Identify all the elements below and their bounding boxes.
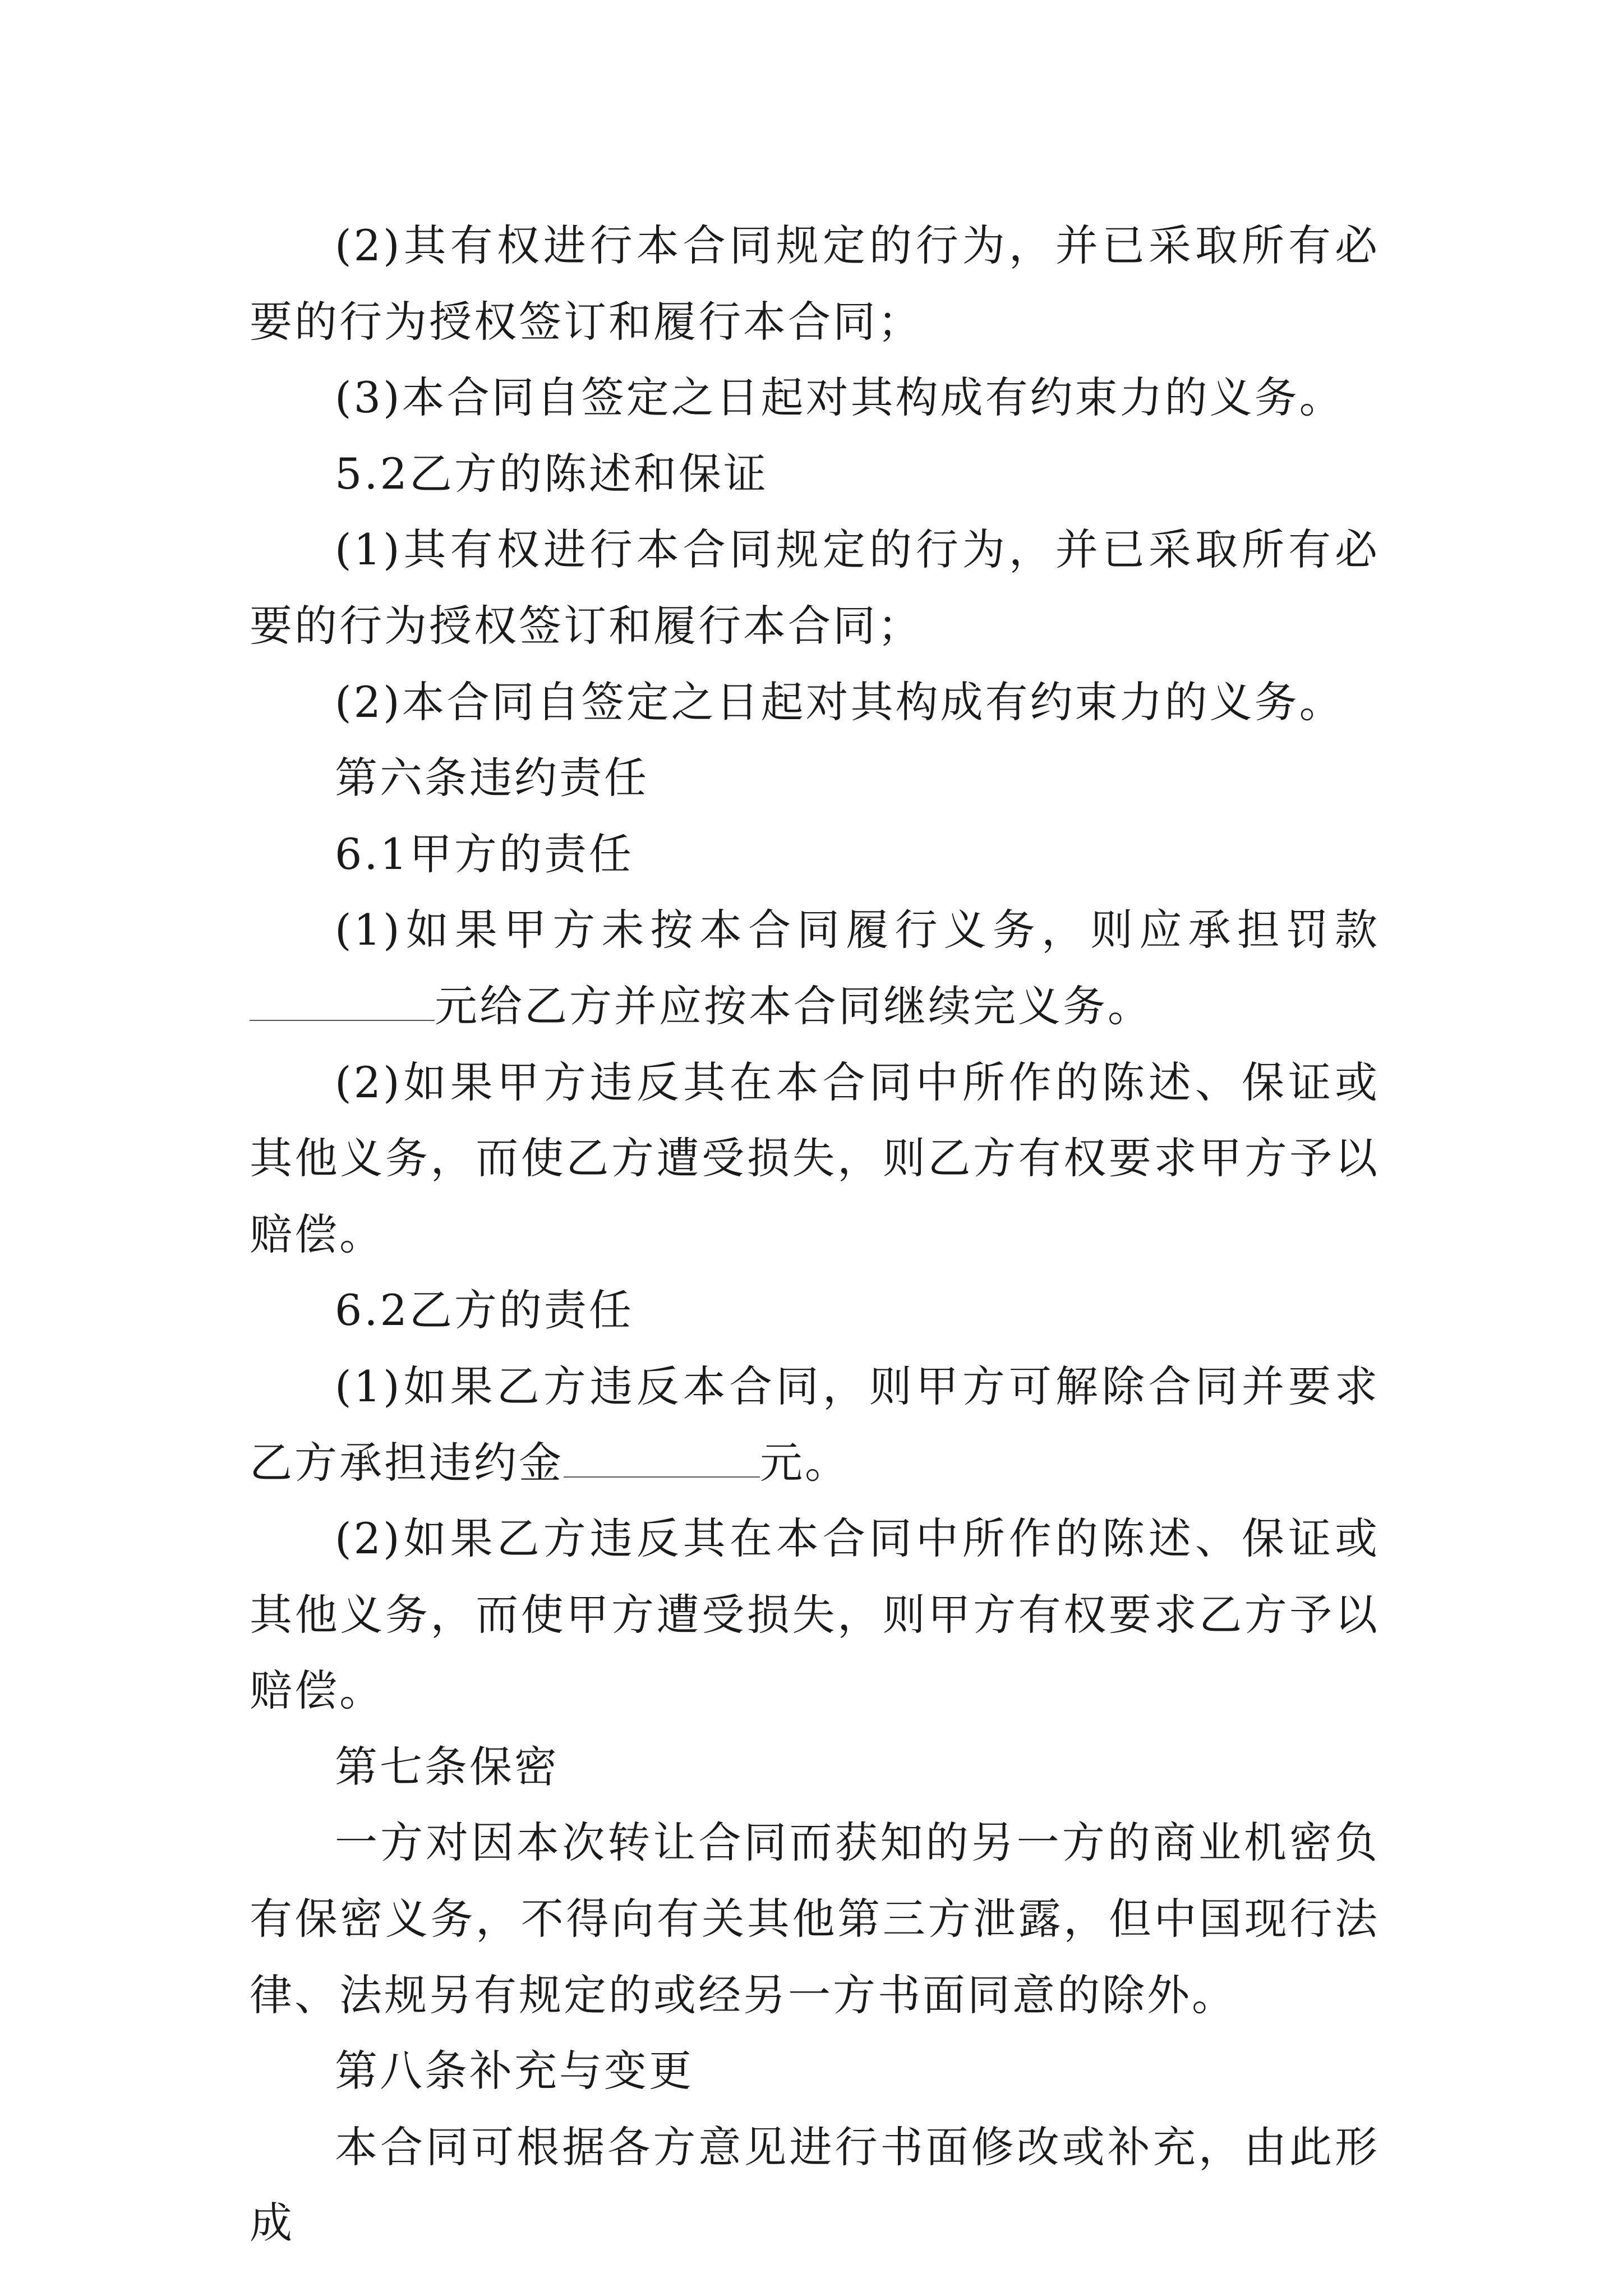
section-heading: 5.2乙方的陈述和保证 [335, 448, 768, 499]
paragraph-text: (1)如果甲方未按本合同履行义务，则应承担罚款 [335, 905, 1380, 955]
paragraph: (2)如果甲方违反其在本合同中所作的陈述、保证或其他义务，而使乙方遭受损失，则乙方有权要求甲方予以赔偿。 [250, 1057, 1380, 1259]
section-heading: 6.2乙方的责任 [335, 1285, 634, 1336]
contract-text [250, 208, 1380, 2261]
paragraph: (2)其有权进行本合同规定的行为，并已采取所有必要的行为授权签订和履行本合同； [250, 220, 1380, 347]
paragraph-text: 元给乙方并应按本合同继续完义务。 [435, 981, 1152, 1031]
paragraph: 本合同可根据各方意见进行书面修改或补充，由此形成 [250, 2122, 1380, 2248]
paragraph: (1)其有权进行本合同规定的行为，并已采取所有必要的行为授权签订和履行本合同； [250, 524, 1380, 651]
article-heading: 第六条违约责任 [335, 753, 649, 803]
paragraph: (3)本合同自签定之日起对其构成有约束力的义务。 [335, 372, 1344, 423]
paragraph [250, 892, 1380, 1044]
section-heading: 6.1甲方的责任 [335, 829, 634, 879]
paragraph [250, 1349, 1380, 1501]
paragraph: 一方对因本次转让合同而获知的另一方的商业机密负有保密义务，不得向有关其他第三方泄露，但中国现行法律、法规另有规定的或经另一方书面同意的除外。 [250, 1818, 1380, 2020]
paragraph: (2)本合同自签定之日起对其构成有约束力的义务。 [335, 677, 1344, 727]
article-heading: 第八条补充与变更 [335, 2046, 694, 2096]
fine-amount-blank [250, 981, 435, 1021]
paragraph: (2)如果乙方违反其在本合同中所作的陈述、保证或其他义务，而使甲方遭受损失，则甲方有权要求乙方予以赔偿。 [250, 1513, 1380, 1716]
paragraph-text: (1)如果乙方违反本合同，则甲方可解除合同并要求乙方承担违约金 [250, 1361, 1380, 1488]
article-heading: 第七条保密 [335, 1741, 559, 1792]
paragraph-text: 元。 [760, 1437, 850, 1488]
penalty-amount-blank [564, 1437, 760, 1478]
